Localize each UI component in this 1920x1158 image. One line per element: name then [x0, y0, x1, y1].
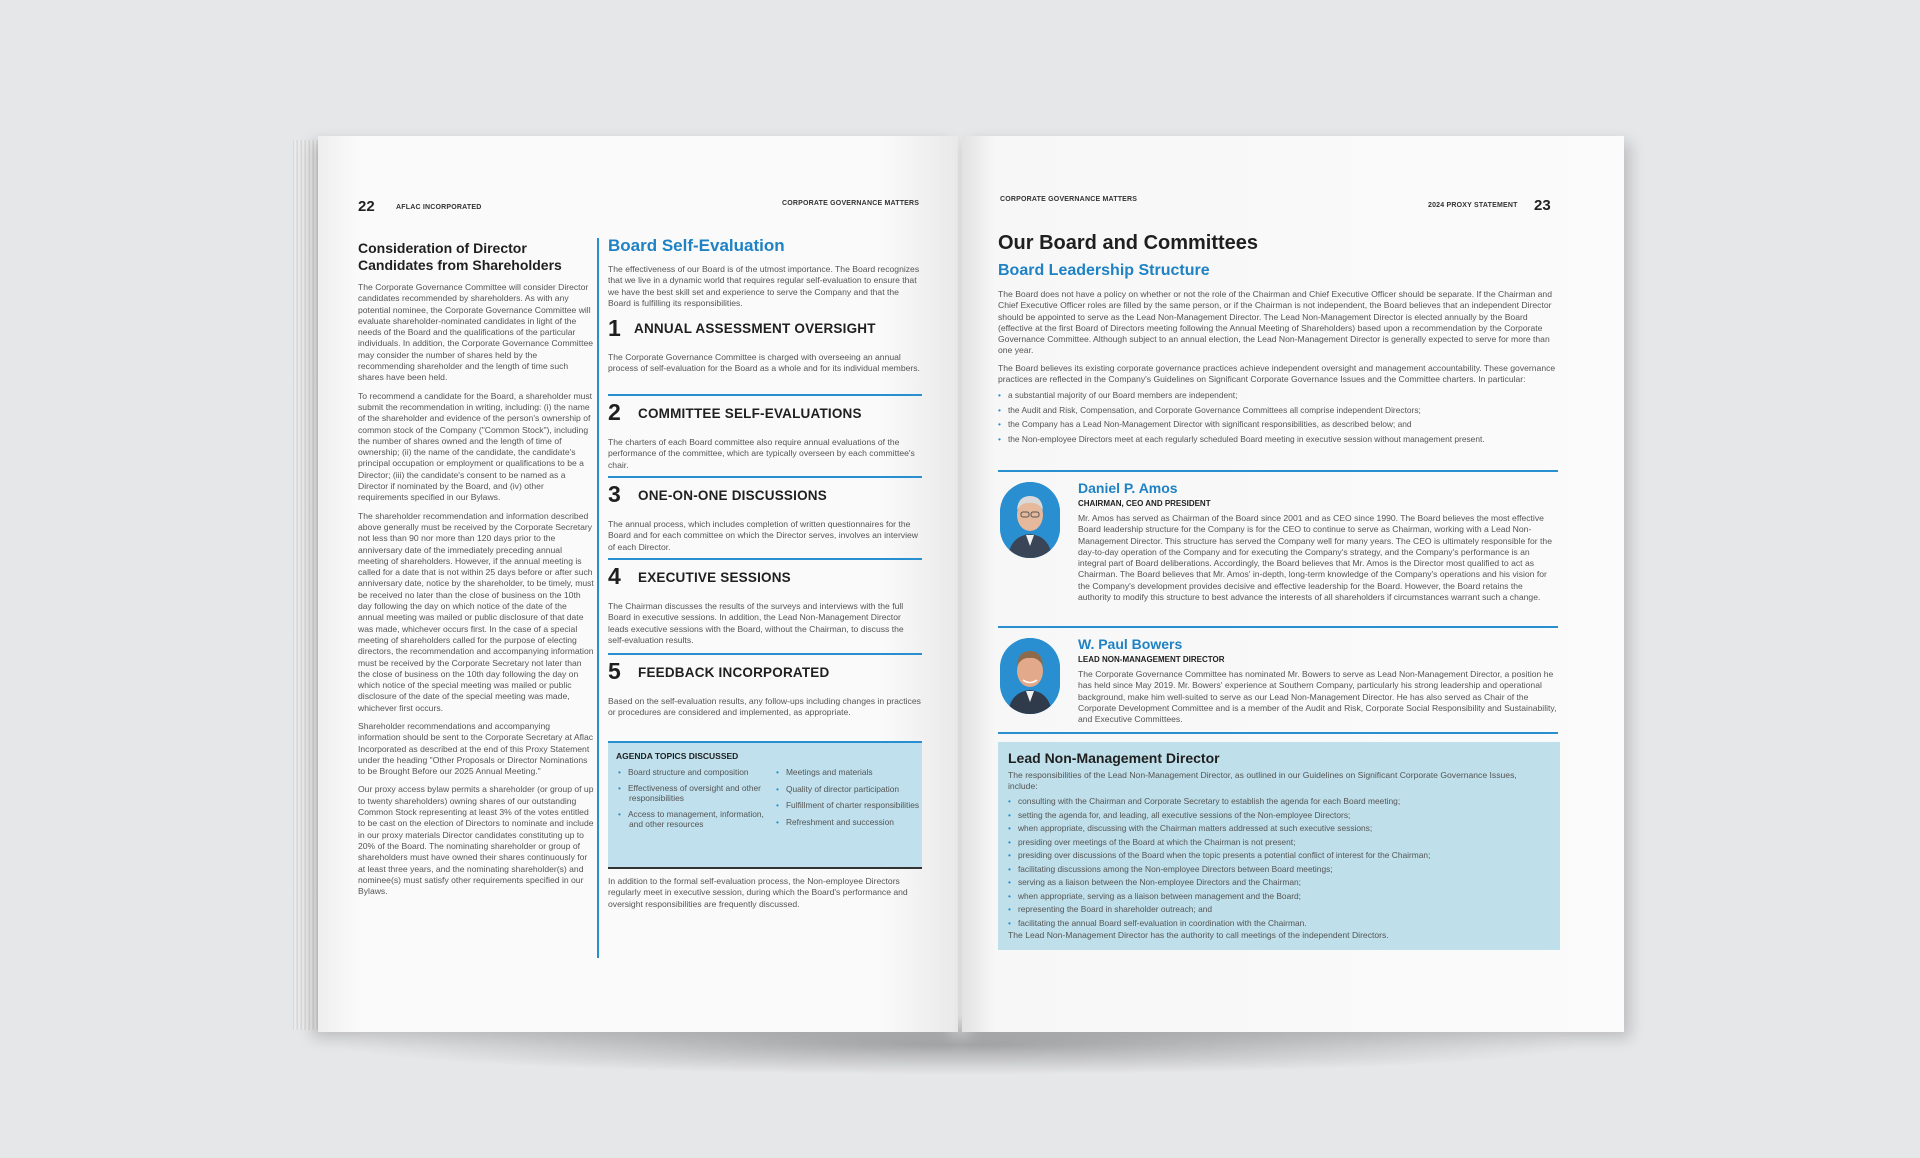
bullet-item: • a substantial majority of our Board members are independent; [1009, 390, 1558, 401]
profile-amos [998, 476, 1558, 606]
bowers-photo [1000, 638, 1060, 714]
profile-role: LEAD NON-MANAGEMENT DIRECTOR [1078, 655, 1225, 664]
responsibility-item: • facilitating discussions among the Non-employee Directors between Board meetings; [1019, 864, 1559, 875]
right-page [962, 136, 1624, 1032]
step-title: FEEDBACK INCORPORATED [638, 665, 830, 681]
agenda-item: • Board structure and composition [629, 767, 769, 778]
page-subtitle: Board Leadership Structure [998, 262, 1210, 279]
self-evaluation-title: Board Self-Evaluation [608, 236, 785, 255]
responsibility-item: • presiding over meetings of the Board at which the Chairman is not present; [1019, 837, 1559, 848]
step-number: 4 [608, 563, 621, 590]
step-text: The Chairman discusses the results of the surveys and interviews with the full Board in executive sessions. In addition, the Lead Non-Management Director leads executive sessions with the Board, without the Chairman, to discuss the self-evaluation results. [608, 601, 904, 646]
lead-closing: The Lead Non-Management Director has the authority to call meetings of the independent Directors. [1008, 930, 1389, 940]
agenda-item: • Refreshment and succession [787, 817, 927, 828]
step-number: 5 [608, 658, 621, 685]
section-title [358, 240, 594, 274]
paragraph: The Corporate Governance Committee will consider Director candidates recommended by shareholders. As with any potential nominee, the Corporate Governance Committee will evaluate shareholder-nominated candidates in light of the needs of the Board and the qualifications of the particular individuals. In addition, the Corporate Governance Committee may consider the number of shares held by the recommending shareholder and the length of time such shares have been held. [358, 282, 594, 383]
agenda-item: • Access to management, information, and other resources [629, 809, 769, 830]
agenda-item: • Quality of director participation [787, 784, 927, 795]
profile-role: CHAIRMAN, CEO AND PRESIDENT [1078, 499, 1211, 508]
step-title: EXECUTIVE SESSIONS [638, 570, 791, 586]
portrait-image [1000, 638, 1060, 714]
step-text: The annual process, which includes completion of written questionnaires for the Board and for each committee on which the Director serves, involves an interview of each Director. [608, 519, 918, 552]
paragraph: Shareholder recommendations and accompanying information should be sent to the Corporate Secretary at Aflac Incorporated as described at the end of this Proxy Statement under the heading "Other Proposals or Director Nominations to be Brought Before our 2025 Annual Meeting." [358, 720, 594, 777]
column-divider [597, 238, 599, 958]
profile-name: W. Paul Bowers [1078, 636, 1183, 652]
bullet-item: • the Non-employee Directors meet at each regularly scheduled Board meeting in executive session without management present. [1009, 434, 1558, 445]
agenda-item: • Fulfillment of charter responsibilities [787, 800, 927, 811]
paragraph: Our proxy access bylaw permits a shareholder (or group of up to twenty shareholders) owning shares of our outstanding Common Stock representing at least 3% of the votes entitled to be cast on the election of Directors to nominate and include in our proxy materials Director candidates constituting up to 20% of the Board. The nominating shareholder or group of shareholders must have owned their shares continuously for at least three years, and the nominating shareholder(s) and nominee(s) must satisfy other requirements specified in our Bylaws. [358, 784, 594, 897]
responsibility-item: • when appropriate, serving as a liaison between management and the Board; [1019, 891, 1559, 902]
profile-bio: Mr. Amos has served as Chairman of the Board since 2001 and as CEO since 1990. The Board believes the most effective Board leadership structure for the Company is for the CEO to continue to serve as Chairman, working with a Lead Non-Management Director. This structure has served the Company well for many years. The CEO is ultimately responsible for the day-to-day operation of the Company and for executing the Company's strategy, and the Company's performance is an integral part of Board deliberations. Accordingly, the Board believes that Mr. Amos is the Director most qualified to act as Chairman. The Board believes that Mr. Amos' in-depth, long-term knowledge of the Company's operations and his vision for the Company's development provides decisive and effective leadership for the Board. However, the Board retains the authority to modify this structure to best advance the interests of all shareholders if circumstances warrant such a change. [1078, 513, 1552, 603]
paragraph: To recommend a candidate for the Board, a shareholder must submit the recommendation in writing, including: (i) the name of the shareholder and evidence of the person's ownership of common stock of the Company ("Common Stock"), including the number of shares owned and the length of time of ownership; (ii) the name of the candidate, the candidate's principal occupation or employment or qualifications to be a Director; (iii) the candidate's consent to be named as a Director if nominated by the Board, and (iv) other requirements specified in our Bylaws. [358, 390, 593, 503]
lead-responsibilities [1008, 796, 1559, 928]
paragraph: The Board does not have a policy on whether or not the role of the Chairman and Chief Executive Officer should be separate. If the Chairman and Chief Executive Officer roles are filled by the same person, or if the Chairman is not independent, the Board believes that an independent Director should be appointed to serve as the Lead Non-Management Director. The Lead Non-Management Director is elected annually by the Board (effective at the first Board of Directors meeting following the Annual Meeting of Shareholders) based upon a recommendation by the Corporate Governance Committee. Although subject to an annual election, the Lead Non-Management Director is generally expected to serve for more than one year. [998, 289, 1552, 356]
responsibility-item: • setting the agenda for, and leading, all executive sessions of the Non-employee Directors; [1019, 810, 1559, 821]
step-item [608, 563, 922, 655]
divider [998, 470, 1558, 472]
page-edges [293, 140, 319, 1030]
section-label: CORPORATE GOVERNANCE MATTERS [782, 200, 920, 207]
agenda-list-2 [776, 767, 927, 827]
divider [998, 732, 1558, 734]
profile-bio: The Corporate Governance Committee has nominated Mr. Bowers to serve as Lead Non-Management Director, a position he has held since May 2019. Mr. Bowers' experience at Southern Company, particularly his strong leadership and operational background, make him well-suited to serve as our Lead Non-Management Director. He has also served as Chair of the Corporate Development Committee and is a member of the Audit and Risk, Corporate Social Responsibility and Sustainability, and Executive Committees. [1078, 669, 1557, 725]
page-title: Our Board and Committees [998, 232, 1259, 254]
responsibility-item: • serving as a liaison between the Non-employee Directors and the Chairman; [1019, 877, 1559, 888]
portrait-image [1000, 482, 1060, 558]
responsibility-item: • representing the Board in shareholder outreach; and [1019, 904, 1559, 915]
agenda-item: • Effectiveness of oversight and other responsibilities [629, 783, 769, 804]
step-title: ANNUAL ASSESSMENT OVERSIGHT [634, 321, 876, 337]
bullet-item: • the Company has a Lead Non-Management Director with significant responsibilities, as described below; and [1009, 419, 1558, 430]
title-line: Candidates from Shareholders [358, 257, 562, 273]
leadership-text [998, 289, 1558, 444]
self-evaluation-intro: The effectiveness of our Board is of the utmost importance. The Board recognizes that we live in a dynamic world that requires regular self-evaluation to ensure that we have the best skill set and experience to serve the Company and that the Board is fulfilling its responsibilities. [608, 264, 920, 308]
consideration-section [358, 240, 594, 897]
step-title: ONE-ON-ONE DISCUSSIONS [638, 488, 827, 504]
step-item [608, 315, 922, 396]
lead-intro: The responsibilities of the Lead Non-Management Director, as outlined in our Guidelines on Significant Corporate Governance Issues, include: [1008, 770, 1517, 792]
agenda-item: • Meetings and materials [787, 767, 927, 778]
step-number: 1 [608, 315, 621, 342]
responsibility-item: • consulting with the Chairman and Corporate Secretary to establish the agenda for each Board meeting; [1019, 796, 1559, 807]
paragraph: The Board believes its existing corporate governance practices achieve independent oversight and management accountability. These governance practices are reflected in the Company's Guidelines on Significant Corporate Governance Issues and the Committee charters. In particular: [998, 362, 1556, 385]
responsibility-item: • facilitating the annual Board self-evaluation in coordination with the Chairman. [1019, 918, 1559, 929]
page-number: 22 [358, 198, 375, 215]
amos-photo [1000, 482, 1060, 558]
profile-bowers [998, 632, 1558, 732]
step-title: COMMITTEE SELF-EVALUATIONS [638, 406, 862, 422]
step-text: The Corporate Governance Committee is charged with overseeing an annual process of self-evaluation for the Board as a whole and for its individual members. [608, 352, 920, 374]
responsibility-item: • presiding over discussions of the Board when the topic presents a potential conflict of interest for the Chairman; [1019, 850, 1559, 861]
step-item [608, 399, 922, 478]
paragraph: The shareholder recommendation and information described above generally must be received by the Corporate Secretary not less than 90 nor more than 120 days prior to the anniversary date of the immediately preceding annual meeting of shareholders. However, if the annual meeting is called for a date that is not within 25 days before or after such anniversary date, notice by the shareholder, to be timely, must be received no later than the close of business on the 10th day following the day on which notice of the date of the annual meeting was mailed or public disclosure of that date was made, whichever occurs first. In the case of a special meeting of shareholders called for the purpose of electing directors, the recommendation and accompanying information must be received by the Corporate Secretary not later than the close of business on the 10th day following the day on which notice of the special meeting was mailed or public disclosure of the date of the special meeting was made, whichever first occurs. [358, 510, 594, 713]
left-page [318, 136, 958, 1032]
section-label: CORPORATE GOVERNANCE MATTERS [1000, 196, 1138, 203]
step-text: Based on the self-evaluation results, any follow-ups including changes in practices or procedures are considered and implemented, as appropriate. [608, 696, 921, 718]
self-evaluation-closing: In addition to the formal self-evaluation process, the Non-employee Directors regularly meet in executive session, during which the Board's performance and oversight responsibilities are frequently discussed. [608, 876, 908, 909]
page-number: 23 [1534, 197, 1551, 214]
step-number: 3 [608, 481, 621, 508]
company-name: AFLAC INCORPORATED [396, 204, 482, 211]
step-text: The charters of each Board committee also require annual evaluations of the performance of the committee, which are typically overseen by each committee's chair. [608, 437, 915, 470]
agenda-list-1 [618, 767, 769, 830]
agenda-box [608, 741, 922, 869]
lead-director-box [998, 742, 1560, 950]
document-label: 2024 PROXY STATEMENT [1428, 202, 1518, 209]
profile-name: Daniel P. Amos [1078, 480, 1178, 496]
step-item [608, 658, 922, 741]
responsibility-item: • when appropriate, discussing with the Chairman matters addressed at such executive sessions; [1019, 823, 1559, 834]
title-line: Consideration of Director [358, 240, 527, 256]
step-item [608, 481, 922, 560]
agenda-title: AGENDA TOPICS DISCUSSED [616, 751, 739, 762]
divider [998, 626, 1558, 628]
bullet-item: • the Audit and Risk, Compensation, and Corporate Governance Committees all comprise independent Directors; [1009, 405, 1558, 416]
self-evaluation-section [608, 236, 922, 910]
governance-bullets [998, 390, 1558, 444]
lead-title: Lead Non-Management Director [1008, 750, 1220, 766]
step-number: 2 [608, 399, 621, 426]
